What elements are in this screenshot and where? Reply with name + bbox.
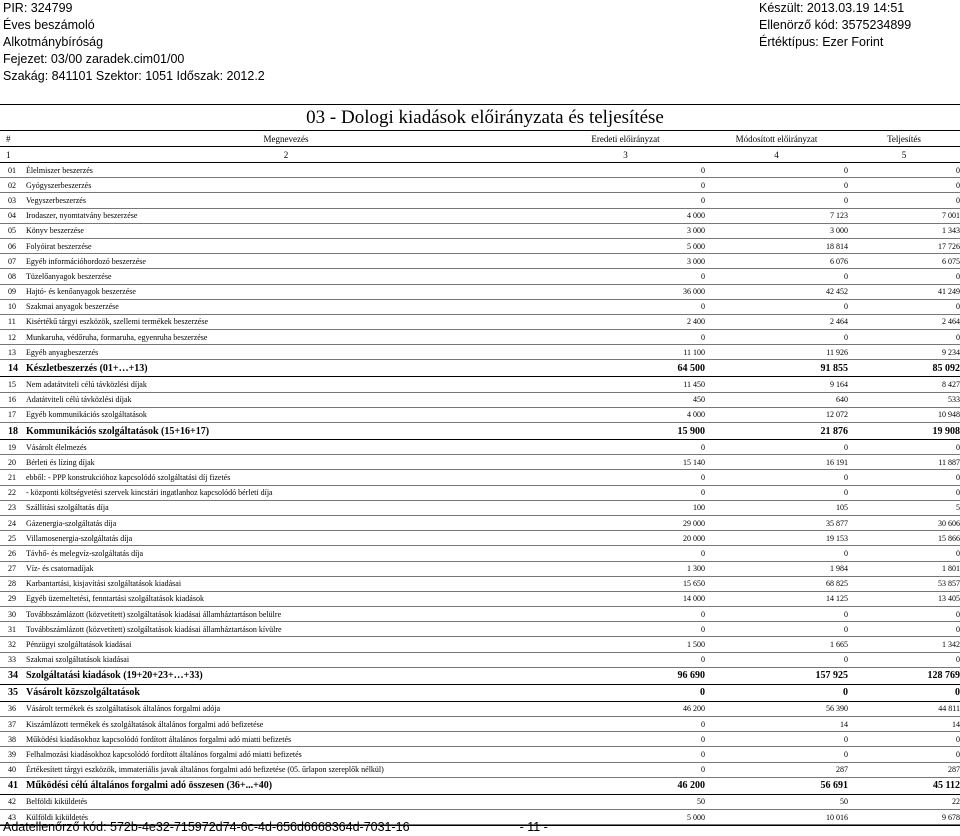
row-number: 32 <box>0 637 26 652</box>
row-original-amount: 0 <box>546 684 705 701</box>
row-modified-amount: 35 877 <box>705 515 848 530</box>
page-footer <box>3 820 548 834</box>
row-original-amount: 64 500 <box>546 360 705 377</box>
row-modified-amount: 157 925 <box>705 667 848 684</box>
row-completed-amount: 128 769 <box>848 667 960 684</box>
row-modified-amount: 0 <box>705 299 848 314</box>
row-completed-amount: 287 <box>848 762 960 777</box>
sector-line: Szakág: 841101 Szektor: 1051 Időszak: 2012.2 <box>3 69 265 83</box>
row-name: Egyéb információhordozó beszerzése <box>26 254 546 269</box>
row-modified-amount: 0 <box>705 652 848 667</box>
table-row <box>0 717 960 732</box>
row-number: 14 <box>0 360 26 377</box>
row-original-amount: 1 500 <box>546 637 705 652</box>
row-original-amount: 15 140 <box>546 455 705 470</box>
row-modified-amount: 0 <box>705 330 848 345</box>
row-name: - központi költségvetési szervek kincstári ingatlanhoz kapcsolódó bérleti díja <box>26 485 546 500</box>
table-row <box>0 208 960 223</box>
row-modified-amount: 19 153 <box>705 531 848 546</box>
row-original-amount: 5 000 <box>546 238 705 253</box>
row-name: Gázenergia-szolgáltatás díja <box>26 515 546 530</box>
table-row <box>0 515 960 530</box>
row-name: Egyéb anyagbeszerzés <box>26 345 546 360</box>
row-original-amount: 0 <box>546 269 705 284</box>
row-name: Hajtó- és kenőanyagok beszerzése <box>26 284 546 299</box>
row-modified-amount: 640 <box>705 392 848 407</box>
col-number-1: 1 <box>6 149 11 160</box>
row-original-amount: 0 <box>546 546 705 561</box>
row-original-amount: 0 <box>546 622 705 637</box>
table-row <box>0 238 960 253</box>
row-completed-amount: 0 <box>848 485 960 500</box>
row-name: Működési kiadásokhoz kapcsolódó fordított általános forgalmi adó miatti befizetés <box>26 732 546 747</box>
table-row <box>0 531 960 546</box>
row-original-amount: 0 <box>546 470 705 485</box>
col-header-modified: Módosított előirányzat <box>735 133 818 144</box>
row-completed-amount: 0 <box>848 470 960 485</box>
row-name: ebből: - PPP konstrukcióhoz kapcsolódó szolgáltatási díj fizetés <box>26 470 546 485</box>
row-original-amount: 450 <box>546 392 705 407</box>
row-original-amount: 36 000 <box>546 284 705 299</box>
row-original-amount: 0 <box>546 193 705 208</box>
row-name: Kisértékű tárgyi eszközök, szellemi termékek beszerzése <box>26 314 546 329</box>
row-completed-amount: 0 <box>848 163 960 178</box>
row-number: 15 <box>0 377 26 392</box>
col-number-2: 2 <box>283 149 289 160</box>
row-number: 18 <box>0 423 26 440</box>
checksum-text: Adatellenőrző kód: 572b-4e32-715972d74-6c-4d-656d6668364d-7031-16 <box>3 820 410 834</box>
table-row <box>0 269 960 284</box>
row-name: Munkaruha, védőruha, formaruha, egyenruha beszerzése <box>26 330 546 345</box>
row-original-amount: 0 <box>546 299 705 314</box>
table-row-subtotal <box>0 360 960 377</box>
pir-line: PIR: 324799 <box>3 1 73 15</box>
table-row <box>0 440 960 455</box>
row-original-amount: 3 000 <box>546 254 705 269</box>
row-completed-amount: 1 343 <box>848 223 960 238</box>
row-number: 12 <box>0 330 26 345</box>
row-original-amount: 3 000 <box>546 223 705 238</box>
row-number: 39 <box>0 747 26 762</box>
row-number: 11 <box>0 314 26 329</box>
row-name: Pénzügyi szolgáltatások kiadásai <box>26 637 546 652</box>
row-completed-amount: 45 112 <box>848 777 960 794</box>
row-completed-amount: 5 <box>848 500 960 515</box>
created-line: Készült: 2013.03.19 14:51 <box>759 1 905 15</box>
value-type-line: Értéktípus: Ezer Forint <box>759 35 884 49</box>
row-modified-amount: 10 016 <box>705 809 848 824</box>
row-name: Felhalmozási kiadásokhoz kapcsolódó fordított általános forgalmi adó miatti befizetés <box>26 747 546 762</box>
table-row <box>0 747 960 762</box>
row-modified-amount: 287 <box>705 762 848 777</box>
row-modified-amount: 11 926 <box>705 345 848 360</box>
row-modified-amount: 3 000 <box>705 223 848 238</box>
row-name: Működési célú általános forgalmi adó összesen (36+...+40) <box>26 777 546 794</box>
table-row <box>0 622 960 637</box>
table-row <box>0 407 960 422</box>
column-number-row <box>0 147 960 163</box>
row-number: 29 <box>0 591 26 606</box>
row-modified-amount: 12 072 <box>705 407 848 422</box>
table-row <box>0 762 960 777</box>
table-row <box>0 794 960 809</box>
row-modified-amount: 0 <box>705 269 848 284</box>
table-row <box>0 500 960 515</box>
row-completed-amount: 17 726 <box>848 238 960 253</box>
row-name: Irodaszer, nyomtatvány beszerzése <box>26 208 546 223</box>
row-number: 01 <box>0 163 26 178</box>
table-row <box>0 576 960 591</box>
table-row <box>0 591 960 606</box>
row-number: 38 <box>0 732 26 747</box>
row-number: 05 <box>0 223 26 238</box>
row-name: Szolgáltatási kiadások (19+20+23+…+33) <box>26 667 546 684</box>
row-completed-amount: 0 <box>848 440 960 455</box>
table-row <box>0 546 960 561</box>
row-original-amount: 2 400 <box>546 314 705 329</box>
report-rows <box>0 163 960 825</box>
row-name: Tüzelőanyagok beszerzése <box>26 269 546 284</box>
row-number: 26 <box>0 546 26 561</box>
row-name: Kiszámlázott termékek és szolgáltatások általános forgalmi adó befizetése <box>26 717 546 732</box>
table-row-subtotal <box>0 684 960 701</box>
control-code-line: Ellenörző kód: 3575234899 <box>759 18 912 32</box>
row-name: Vásárolt termékek és szolgáltatások általános forgalmi adója <box>26 701 546 716</box>
row-original-amount: 0 <box>546 732 705 747</box>
row-original-amount: 0 <box>546 652 705 667</box>
row-number: 28 <box>0 576 26 591</box>
row-modified-amount: 0 <box>705 732 848 747</box>
table-row <box>0 701 960 716</box>
col-header-num: # <box>6 133 11 144</box>
row-modified-amount: 0 <box>705 178 848 193</box>
row-number: 21 <box>0 470 26 485</box>
report-type-line: Éves beszámoló <box>3 18 95 32</box>
row-number: 19 <box>0 440 26 455</box>
row-name: Kommunikációs szolgáltatások (15+16+17) <box>26 423 546 440</box>
row-original-amount: 5 000 <box>546 809 705 824</box>
row-name: Könyv beszerzése <box>26 223 546 238</box>
row-modified-amount: 1 665 <box>705 637 848 652</box>
row-completed-amount: 85 092 <box>848 360 960 377</box>
row-modified-amount: 0 <box>705 485 848 500</box>
row-name: Távhő- és melegvíz-szolgáltatás díja <box>26 546 546 561</box>
row-completed-amount: 14 <box>848 717 960 732</box>
col-header-name: Megnevezés <box>263 133 309 144</box>
row-number: 34 <box>0 667 26 684</box>
row-number: 23 <box>0 500 26 515</box>
row-completed-amount: 53 857 <box>848 576 960 591</box>
row-completed-amount: 0 <box>848 684 960 701</box>
row-number: 03 <box>0 193 26 208</box>
row-name: Karbantartási, kisjavítási szolgáltatások kiadásai <box>26 576 546 591</box>
row-completed-amount: 0 <box>848 269 960 284</box>
report-title: 03 - Dologi kiadások előirányzata és teljesítése <box>0 105 960 131</box>
row-completed-amount: 533 <box>848 392 960 407</box>
row-original-amount: 1 300 <box>546 561 705 576</box>
table-row <box>0 607 960 622</box>
table-row <box>0 377 960 392</box>
row-completed-amount: 6 075 <box>848 254 960 269</box>
report-table <box>0 131 960 825</box>
row-original-amount: 0 <box>546 485 705 500</box>
row-name: Szakmai szolgáltatások kiadásai <box>26 652 546 667</box>
row-modified-amount: 0 <box>705 747 848 762</box>
row-modified-amount: 7 123 <box>705 208 848 223</box>
row-original-amount: 100 <box>546 500 705 515</box>
col-number-5: 5 <box>901 149 907 160</box>
row-number: 04 <box>0 208 26 223</box>
row-completed-amount: 1 342 <box>848 637 960 652</box>
table-row-subtotal <box>0 423 960 440</box>
row-number: 20 <box>0 455 26 470</box>
row-original-amount: 4 000 <box>546 407 705 422</box>
row-name: Bérleti és lízing díjak <box>26 455 546 470</box>
row-number: 22 <box>0 485 26 500</box>
row-original-amount: 0 <box>546 440 705 455</box>
row-name: Szállítási szolgáltatás díja <box>26 500 546 515</box>
row-completed-amount: 0 <box>848 732 960 747</box>
row-completed-amount: 19 908 <box>848 423 960 440</box>
table-row <box>0 470 960 485</box>
row-number: 35 <box>0 684 26 701</box>
table-row <box>0 163 960 178</box>
report-header-right <box>759 0 911 51</box>
row-name: Továbbszámlázott (közvetített) szolgáltatások kiadásai államháztartáson kívülre <box>26 622 546 637</box>
row-completed-amount: 0 <box>848 193 960 208</box>
row-number: 42 <box>0 794 26 809</box>
table-row <box>0 178 960 193</box>
table-row <box>0 455 960 470</box>
row-name: Gyógyszerbeszerzés <box>26 178 546 193</box>
row-number: 02 <box>0 178 26 193</box>
row-original-amount: 11 100 <box>546 345 705 360</box>
row-completed-amount: 10 948 <box>848 407 960 422</box>
table-row-subtotal <box>0 667 960 684</box>
row-number: 41 <box>0 777 26 794</box>
row-name: Belföldi kiküldetés <box>26 794 546 809</box>
row-name: Vásárolt közszolgáltatások <box>26 684 546 701</box>
row-number: 30 <box>0 607 26 622</box>
row-modified-amount: 16 191 <box>705 455 848 470</box>
row-name: Szakmai anyagok beszerzése <box>26 299 546 314</box>
row-original-amount: 11 450 <box>546 377 705 392</box>
column-header-row <box>0 131 960 147</box>
row-modified-amount: 6 076 <box>705 254 848 269</box>
table-row <box>0 330 960 345</box>
table-row <box>0 223 960 238</box>
row-modified-amount: 0 <box>705 470 848 485</box>
table-row <box>0 299 960 314</box>
row-name: Továbbszámlázott (közvetített) szolgáltatások kiadásai államháztartáson belülre <box>26 607 546 622</box>
row-completed-amount: 0 <box>848 299 960 314</box>
row-original-amount: 20 000 <box>546 531 705 546</box>
row-original-amount: 4 000 <box>546 208 705 223</box>
row-completed-amount: 13 405 <box>848 591 960 606</box>
row-name: Vásárolt élelmezés <box>26 440 546 455</box>
row-completed-amount: 11 887 <box>848 455 960 470</box>
row-completed-amount: 8 427 <box>848 377 960 392</box>
row-number: 17 <box>0 407 26 422</box>
row-number: 16 <box>0 392 26 407</box>
row-number: 13 <box>0 345 26 360</box>
table-row-subtotal <box>0 777 960 794</box>
table-row <box>0 561 960 576</box>
row-completed-amount: 30 606 <box>848 515 960 530</box>
table-row <box>0 284 960 299</box>
row-name: Adatátviteli célú távközlési díjak <box>26 392 546 407</box>
row-number: 24 <box>0 515 26 530</box>
row-name: Külföldi kiküldetés <box>26 809 546 824</box>
page-number: - 11 - <box>519 820 548 834</box>
row-number: 08 <box>0 269 26 284</box>
row-modified-amount: 14 125 <box>705 591 848 606</box>
row-modified-amount: 0 <box>705 163 848 178</box>
row-number: 07 <box>0 254 26 269</box>
row-original-amount: 15 650 <box>546 576 705 591</box>
row-name: Víz- és csatornadíjak <box>26 561 546 576</box>
row-completed-amount: 22 <box>848 794 960 809</box>
col-header-original: Eredeti előirányzat <box>591 133 660 144</box>
row-completed-amount: 0 <box>848 330 960 345</box>
report-block <box>0 104 960 826</box>
row-original-amount: 46 200 <box>546 777 705 794</box>
row-modified-amount: 68 825 <box>705 576 848 591</box>
row-modified-amount: 105 <box>705 500 848 515</box>
table-row <box>0 193 960 208</box>
row-number: 06 <box>0 238 26 253</box>
row-original-amount: 0 <box>546 178 705 193</box>
row-completed-amount: 15 866 <box>848 531 960 546</box>
row-name: Villamosenergia-szolgáltatás díja <box>26 531 546 546</box>
row-original-amount: 14 000 <box>546 591 705 606</box>
row-modified-amount: 42 452 <box>705 284 848 299</box>
row-original-amount: 15 900 <box>546 423 705 440</box>
row-name: Egyéb kommunikációs szolgáltatások <box>26 407 546 422</box>
row-name: Készletbeszerzés (01+…+13) <box>26 360 546 377</box>
row-modified-amount: 0 <box>705 622 848 637</box>
row-modified-amount: 14 <box>705 717 848 732</box>
row-number: 40 <box>0 762 26 777</box>
row-modified-amount: 18 814 <box>705 238 848 253</box>
row-original-amount: 46 200 <box>546 701 705 716</box>
row-original-amount: 29 000 <box>546 515 705 530</box>
row-modified-amount: 1 984 <box>705 561 848 576</box>
row-modified-amount: 2 464 <box>705 314 848 329</box>
row-completed-amount: 41 249 <box>848 284 960 299</box>
row-completed-amount: 0 <box>848 546 960 561</box>
row-number: 27 <box>0 561 26 576</box>
row-number: 31 <box>0 622 26 637</box>
row-completed-amount: 44 811 <box>848 701 960 716</box>
row-modified-amount: 0 <box>705 440 848 455</box>
row-modified-amount: 0 <box>705 684 848 701</box>
col-number-3: 3 <box>623 149 628 160</box>
row-number: 25 <box>0 531 26 546</box>
row-completed-amount: 0 <box>848 747 960 762</box>
row-original-amount: 0 <box>546 762 705 777</box>
row-original-amount: 0 <box>546 330 705 345</box>
row-completed-amount: 1 801 <box>848 561 960 576</box>
row-number: 37 <box>0 717 26 732</box>
chapter-line: Fejezet: 03/00 zaradek.cim01/00 <box>3 52 185 66</box>
row-completed-amount: 2 464 <box>848 314 960 329</box>
row-name: Egyéb üzemeltetési, fenntartási szolgáltatások kiadások <box>26 591 546 606</box>
row-completed-amount: 9 234 <box>848 345 960 360</box>
row-original-amount: 0 <box>546 717 705 732</box>
col-header-done: Teljesítés <box>887 133 921 144</box>
table-row <box>0 485 960 500</box>
table-row <box>0 392 960 407</box>
row-completed-amount: 0 <box>848 607 960 622</box>
row-modified-amount: 0 <box>705 193 848 208</box>
row-original-amount: 0 <box>546 607 705 622</box>
row-modified-amount: 91 855 <box>705 360 848 377</box>
row-completed-amount: 0 <box>848 622 960 637</box>
table-row <box>0 345 960 360</box>
row-original-amount: 0 <box>546 163 705 178</box>
row-modified-amount: 21 876 <box>705 423 848 440</box>
row-name: Élelmiszer beszerzés <box>26 163 546 178</box>
row-original-amount: 0 <box>546 747 705 762</box>
table-row <box>0 637 960 652</box>
row-name: Értékesített tárgyi eszközök, immateriális javak általános forgalmi adó befizetése (05. űrlapon szereplők nélkül) <box>26 762 546 777</box>
row-number: 09 <box>0 284 26 299</box>
institution-line: Alkotmánybíróság <box>3 35 104 49</box>
row-number: 36 <box>0 701 26 716</box>
row-modified-amount: 56 691 <box>705 777 848 794</box>
row-original-amount: 50 <box>546 794 705 809</box>
row-modified-amount: 56 390 <box>705 701 848 716</box>
row-number: 33 <box>0 652 26 667</box>
row-name: Nem adatátviteli célú távközlési díjak <box>26 377 546 392</box>
row-modified-amount: 50 <box>705 794 848 809</box>
row-completed-amount: 0 <box>848 178 960 193</box>
table-row <box>0 652 960 667</box>
col-number-4: 4 <box>774 149 779 160</box>
row-number: 10 <box>0 299 26 314</box>
table-row <box>0 254 960 269</box>
row-completed-amount: 7 001 <box>848 208 960 223</box>
row-original-amount: 96 690 <box>546 667 705 684</box>
table-row <box>0 314 960 329</box>
row-name: Folyóirat beszerzése <box>26 238 546 253</box>
row-modified-amount: 0 <box>705 607 848 622</box>
report-header-left <box>3 0 265 85</box>
row-modified-amount: 0 <box>705 546 848 561</box>
table-row <box>0 732 960 747</box>
row-number: 43 <box>0 809 26 824</box>
row-completed-amount: 9 678 <box>848 809 960 824</box>
row-name: Vegyszerbeszerzés <box>26 193 546 208</box>
row-modified-amount: 9 164 <box>705 377 848 392</box>
row-completed-amount: 0 <box>848 652 960 667</box>
